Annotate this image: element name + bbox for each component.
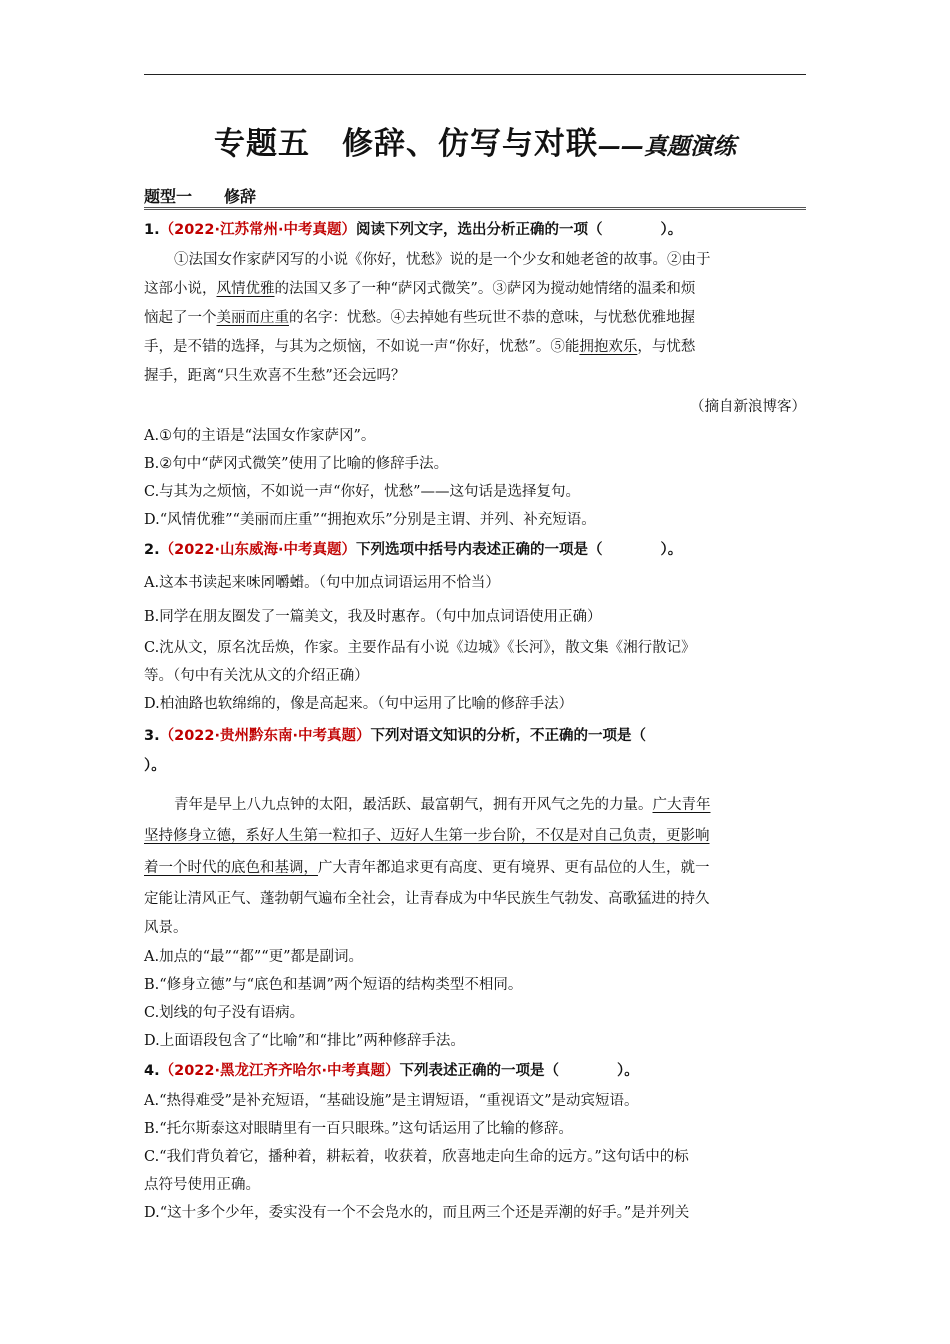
question-2-header (144, 534, 806, 566)
passage-text: 追求更有高度、更有境界、更有品位的人生，就一 (390, 860, 710, 876)
questions (144, 214, 806, 1227)
underlined-sentence: 广大青年 (652, 797, 711, 813)
question-source: （2022·江苏常州·中考真题） (159, 222, 356, 238)
passage-credit: （摘自新浪博客） (690, 399, 806, 415)
option-d: D.“风情优雅”“美丽而庄重”“拥抱欢乐”分别是主谓、并列、补充短语。 (144, 512, 596, 528)
option-text: A.这本书读起来 (144, 575, 247, 591)
option-c: C.“我们背负着它，播种着，耕耘着，收获着，欣喜地走向生命的远方。”这句话中的标 (144, 1149, 689, 1165)
option-c: C.沈从文，原名沈岳焕，作家。主要作品有小说《边城》《长河》，散文集《湘行散记》 (144, 640, 696, 656)
passage-text: ，与忧愁 (637, 339, 696, 355)
option-d: D.上面语段包含了“比喻”和“排比”两种修辞手法。 (144, 1033, 465, 1049)
underlined-sentence: 坚持修身立德，系好人生第一粒扣子、迈好人生第一步台阶，不仅是对自己负责，更影响 (144, 828, 710, 844)
dotted-char: 不 (529, 728, 545, 744)
question-stem: 的一项是（ (573, 728, 646, 744)
passage-line: 握手，距离“只生欢喜不生愁”还会远吗？ (144, 368, 406, 384)
passage-text: 的名字：忧愁。④去掉她有些玩世不恭的意味，与忧愁优雅地握 (289, 310, 695, 326)
option-text: 。（句中加点词语运用不恰当） (304, 575, 500, 591)
dotted-char: 正 (544, 728, 559, 744)
passage-text: 青年是早上八九点钟的太阳， (174, 797, 363, 813)
question-source: （2022·黑龙江齐齐哈尔·中考真题） (159, 1063, 400, 1079)
dotted-char: 嚼 (275, 575, 290, 591)
dotted-char: 确 (558, 728, 574, 744)
title-main: 专题五 修辞、仿写与对联 (214, 126, 598, 162)
question-stem: 下列选项中括号内表述正确的一项是（ ）。 (355, 542, 683, 558)
underlined-sentence: 着一个时代的底色和基调， (144, 860, 318, 876)
question-3-header (144, 718, 806, 754)
option-a: A.“热得难受”是补充短语，“基础设施”是主谓短语，“重视语文”是动宾短语。 (144, 1093, 639, 1109)
dotted-char: 味 (246, 575, 261, 591)
option-d: D.“这十多个少年，委实没有一个不会凫水的，而且两三个还是弄潮的好手。”是并列关 (144, 1205, 690, 1221)
passage-line (144, 822, 806, 851)
option-b: B.“修身立德”与“底色和基调”两个短语的结构类型不相同。 (144, 977, 523, 993)
question-stem: 阅读下列文字，选出分析正确的一项（ ）。 (355, 222, 683, 238)
question-1-header (144, 214, 806, 246)
dotted-char: 蜡 (289, 575, 305, 591)
underlined-phrase: 美丽而庄重 (216, 310, 289, 326)
question-source: （2022·贵州黔东南·中考真题） (159, 728, 371, 744)
passage-line (144, 275, 806, 304)
option-b (144, 600, 806, 634)
passage-text: 的法国又多了一种“萨冈式微笑”。③萨冈为搅动她情绪的温柔和烦 (274, 281, 696, 297)
option-text: B.同学在朋友圈发了一篇美文，我及时 (144, 609, 392, 625)
option-a: A.①句的主语是“法国女作家萨冈”。 (144, 428, 376, 444)
section-heading: 题型一 修辞 (144, 187, 257, 206)
passage-text: 手，是不错的选择，与其为之烦恼，不如说一声“你好，忧愁”。⑤能 (144, 339, 580, 355)
question-number: 3. (144, 728, 160, 744)
passage-text: 恼起了一个 (144, 310, 217, 326)
option-c-cont: 点符号使用正确。 (144, 1177, 260, 1193)
passage-text: 活跃、最富朝气，拥有开风气之先的力量。 (377, 797, 653, 813)
question-number: 2. (144, 542, 160, 558)
option-b: B.②句中“萨冈式微笑”使用了比喻的修辞手法。 (144, 456, 449, 472)
question-4-header (144, 1055, 806, 1087)
passage-line: 定能让清风正气、蓬勃朝气遍布全社会，让青春成为中华民族生气勃发、高歌猛进的持久 (144, 891, 710, 907)
question-stem: 下列表述正确的一项是（ ）。 (399, 1063, 639, 1079)
passage-line: 风景。 (144, 920, 188, 936)
title-sub: ——真题演练 (598, 134, 736, 160)
section-rule (144, 207, 806, 210)
passage-line (144, 788, 806, 822)
dotted-char: 都 (376, 860, 391, 876)
passage-line (144, 851, 806, 885)
option-c: C.与其为之烦恼，不如说一声“你好，忧愁”——这句话是选择复句。 (144, 484, 581, 500)
question-source: （2022·山东威海·中考真题） (159, 542, 356, 558)
dotted-char: 同 (260, 575, 276, 591)
page-title (144, 118, 806, 163)
underlined-phrase: 拥抱欢乐 (579, 339, 638, 355)
passage-text: 广大青年 (318, 860, 376, 876)
option-c-cont: 等。（句中有关沈从文的介绍正确） (144, 668, 369, 684)
header-rule (144, 74, 806, 75)
passage-line (144, 333, 806, 362)
underlined-phrase: 风情优雅 (216, 281, 275, 297)
dotted-char: 惠 (391, 609, 406, 625)
passage-line: ①法国女作家萨冈写的小说《你好，忧愁》说的是一个少女和她老爸的故事。②由于 (174, 252, 711, 268)
question-3-header-cont: ）。 (144, 758, 166, 774)
option-b: B.“托尔斯泰这对眼睛里有一百只眼珠。”这句话运用了比输的修辞。 (144, 1121, 573, 1137)
option-c: C.划线的句子没有语病。 (144, 1005, 305, 1021)
option-a: A.加点的“最”“都”“更”都是副词。 (144, 949, 364, 965)
dotted-char: 存 (405, 609, 421, 625)
option-text: 。（句中加点词语使用正确） (420, 609, 602, 625)
question-number: 4. (144, 1063, 160, 1079)
question-stem: 下列对语文知识的分析， (370, 728, 530, 744)
passage-text: 这部小说， (144, 281, 217, 297)
option-a (144, 566, 806, 600)
dotted-char: 最 (362, 797, 377, 813)
question-number: 1. (144, 222, 160, 238)
passage-line (144, 304, 806, 333)
option-d: D.柏油路也软绵绵的，像是高起来。（句中运用了比喻的修辞手法） (144, 696, 573, 712)
